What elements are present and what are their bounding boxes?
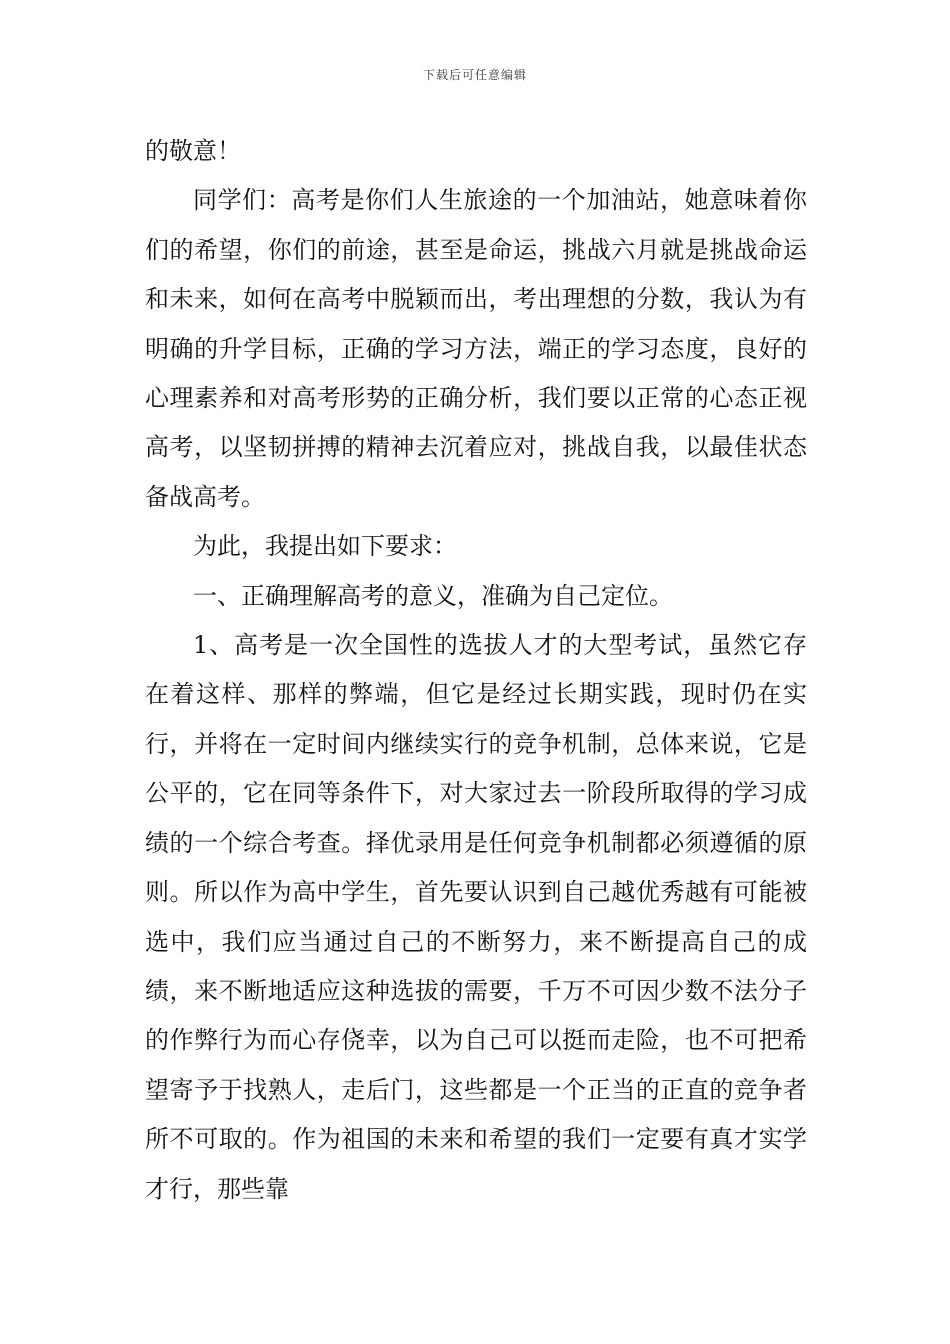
paragraph: 同学们：高考是你们人生旅途的一个加油站，她意味着你们的希望，你们的前途，甚至是命运，挑战六月就是挑战命运和未来，如何在高考中脱颖而出，考出理想的分数，我认为有明确的升学目标，正确的学习方法，端正的学习态度，良好的心理素养和对高考形势的正确分析，我们要以正常的心态正视高考，以坚韧拼搏的精神去沉着应对，挑战自我，以最佳状态备战高考。 [145,186,807,511]
paragraph: 1、高考是一次全国性的选拔人才的大型考试，虽然它存在着这样、那样的弊端，但它是经过长期实践，现时仍在实行，并将在一定时间内继续实行的竞争机制，总体来说，它是公平的，它在同等条件下，对大家过去一阶段所取得的学习成绩的一个综合考查。择优录用是任何竞争机制都必须遵循的原则。所以作为高中学生，首先要认识到自己越优秀越有可能被选中，我们应当通过自己的不断努力，来不断提高自己的成绩，来不断地适应这种选拔的需要，千万不可因少数不法分子的作弊行为而心存侥幸，以为自己可以挺而走险，也不可把希望寄予于找熟人，走后门，这些都是一个正当的正直的竞争者所不可取的。作为祖国的未来和希望的我们一定要有真才实学才行，那些靠 [145,631,807,1203]
section-heading: 一、正确理解高考的意义，准确为自己定位。 [193,581,673,610]
document-body [145,127,807,1214]
paragraph: 的敬意！ [145,137,241,165]
page-header: 下载后可任意编辑 [422,68,527,82]
paragraph: 为此，我提出如下要求： [193,532,457,561]
